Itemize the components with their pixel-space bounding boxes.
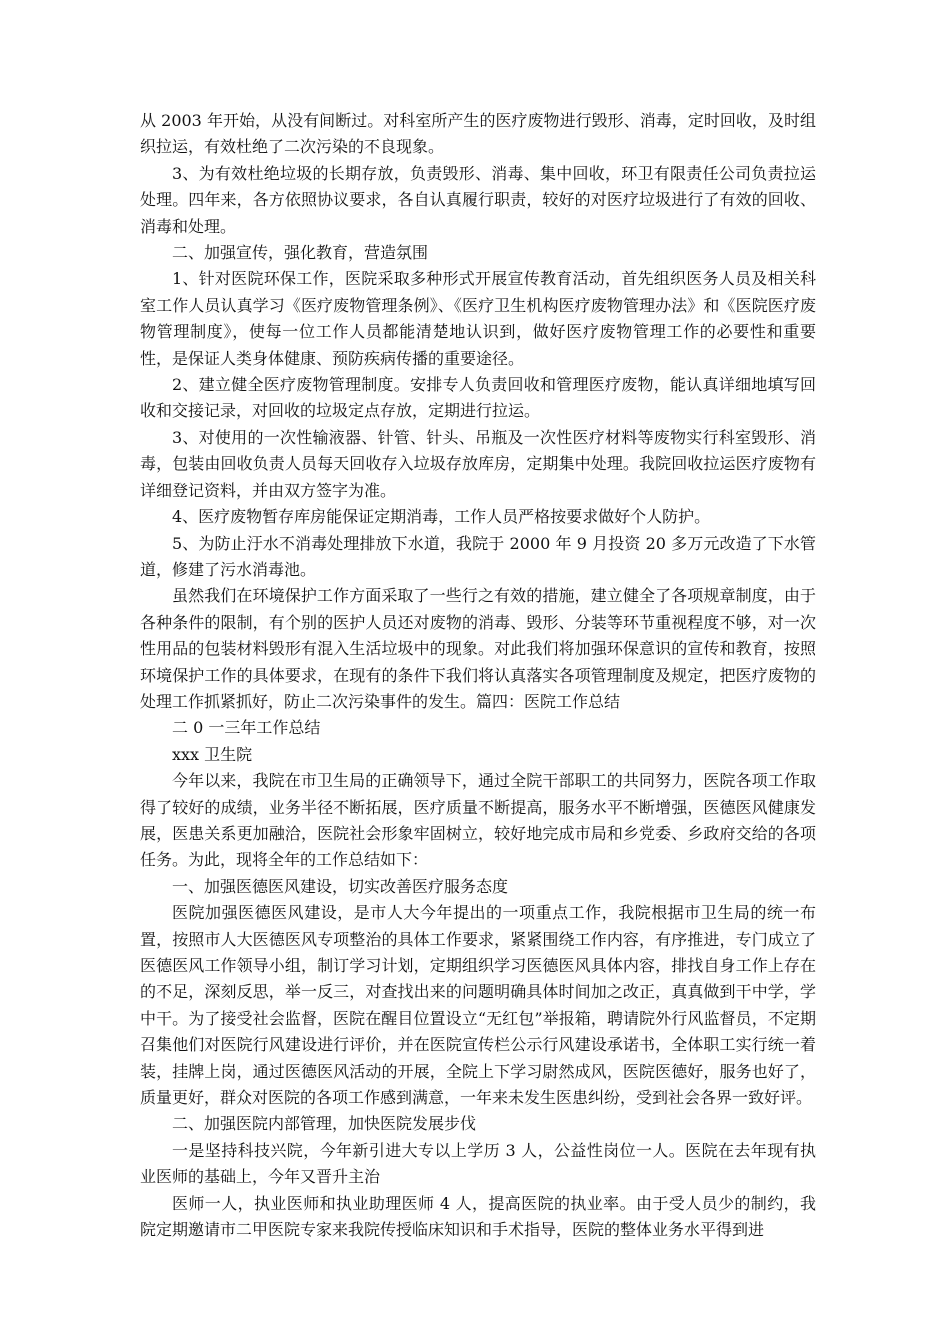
section-heading: 二、加强宣传，强化教育，营造氛围	[172, 243, 429, 263]
paragraph: 3、对使用的一次性输液器、针管、针头、吊瓶及一次性医疗材料等废物实行科室毁形、消毒，包装由回收负责人员每天回收存入垃圾存放库房，定期集中处理。我院回收拉运医疗废物有详细登记资料，并由双方签字为准。	[140, 427, 816, 500]
paragraph: 医师一人，执业医师和执业助理医师 4 人，提高医院的执业率。由于受人员少的制约，我院定期邀请市二甲医院专家来我院传授临床知识和手术指导，医院的整体业务水平得到进	[140, 1193, 816, 1240]
paragraph: 4、医疗废物暂存库房能保证定期消毒，工作人员严格按要求做好个人防护。	[172, 507, 711, 527]
paragraph: 2、建立健全医疗废物管理制度。安排专人负责回收和管理医疗废物，能认真详细地填写回收和交接记录，对回收的垃圾定点存放，定期进行拉运。	[140, 375, 816, 421]
paragraph: 虽然我们在环境保护工作方面采取了一些行之有效的措施，建立健全了各项规章制度，由于各种条件的限制，有个别的医护人员还对废物的消毒、毁形、分装等环节重视程度不够，对一次性用品的包装材料毁形有混入生活垃圾中的现象。对此我们将加强环保意识的宣传和教育，按照环境保护工作的具体要求，在现有的条件下我们将认真落实各项管理制度及规定，把医疗废物的处理工作抓紧抓好，防止二次污染事件的发生。篇四：医院工作总结	[140, 586, 816, 711]
section-heading: 二、加强医院内部管理，加快医院发展步伐	[172, 1114, 477, 1134]
paragraph: 一是坚持科技兴院，今年新引进大专以上学历 3 人，公益性岗位一人。医院在去年现有执业医师的基础上，今年又晋升主治	[140, 1140, 816, 1187]
paragraph: 从 2003 年开始，从没有间断过。对科室所产生的医疗废物进行毁形、消毒，定时回收，及时组织拉运，有效杜绝了二次污染的不良现象。	[140, 111, 816, 157]
section-heading: 一、加强医德医风建设，切实改善医疗服务态度	[172, 876, 509, 896]
document-title: 二 0 一三年工作总结	[172, 718, 321, 738]
paragraph: 今年以来，我院在市卫生局的正确领导下，通过全院干部职工的共同努力，医院各项工作取得了较好的成绩，业务半径不断拓展，医疗质量不断提高，服务水平不断增强，医德医风健康发展，医患关系更加融洽，医院社会形象牢固树立，较好地完成市局和乡党委、乡政府交给的各项任务。为此，现将全年的工作总结如下：	[140, 771, 816, 870]
paragraph: 3、为有效杜绝垃圾的长期存放，负责毁形、消毒、集中回收，环卫有限责任公司负责拉运处理。四年来，各方依照协议要求，各自认真履行职责，较好的对医疗垃圾进行了有效的回收、消毒和处理。	[140, 163, 816, 236]
organization-name: xxx 卫生院	[172, 744, 253, 764]
paragraph: 医院加强医德医风建设，是市人大今年提出的一项重点工作，我院根据市卫生局的统一布置，按照市人大医德医风专项整治的具体工作要求，紧紧围绕工作内容，有序推进，专门成立了医德医风工作领导小组，制订学习计划，定期组织学习医德医风具体内容，排找自身工作上存在的不足，深刻反思，举一反三，对查找出来的问题明确具体时间加之改正，真真做到干中学，学中干。为了接受社会监督，医院在醒目位置设立“无红包”举报箱，聘请院外行风监督员，不定期召集他们对医院行风建设进行评价，并在医院宣传栏公示行风建设承诺书，全体职工实行统一着装，挂牌上岗，通过医德医风活动的开展，全院上下学习尉然成风，医院医德好，服务也好了，质量更好，群众对医院的各项工作感到满意，一年来未发生医患纠纷，受到社会各界一致好评。	[140, 903, 816, 1108]
document-body	[140, 108, 816, 1243]
paragraph: 1、针对医院环保工作，医院采取多种形式开展宣传教育活动，首先组织医务人员及相关科室工作人员认真学习《医疗废物管理条例》、《医疗卫生机构医疗废物管理办法》和《医院医疗废物管理制度》，使每一位工作人员都能清楚地认识到，做好医疗废物管理工作的必要性和重要性，是保证人类身体健康、预防疾病传播的重要途径。	[140, 269, 816, 368]
paragraph: 5、为防止汙水不消毒处理排放下水道，我院于 2000 年 9 月投资 20 多万元改造了下水管道，修建了污水消毒池。	[140, 533, 816, 579]
